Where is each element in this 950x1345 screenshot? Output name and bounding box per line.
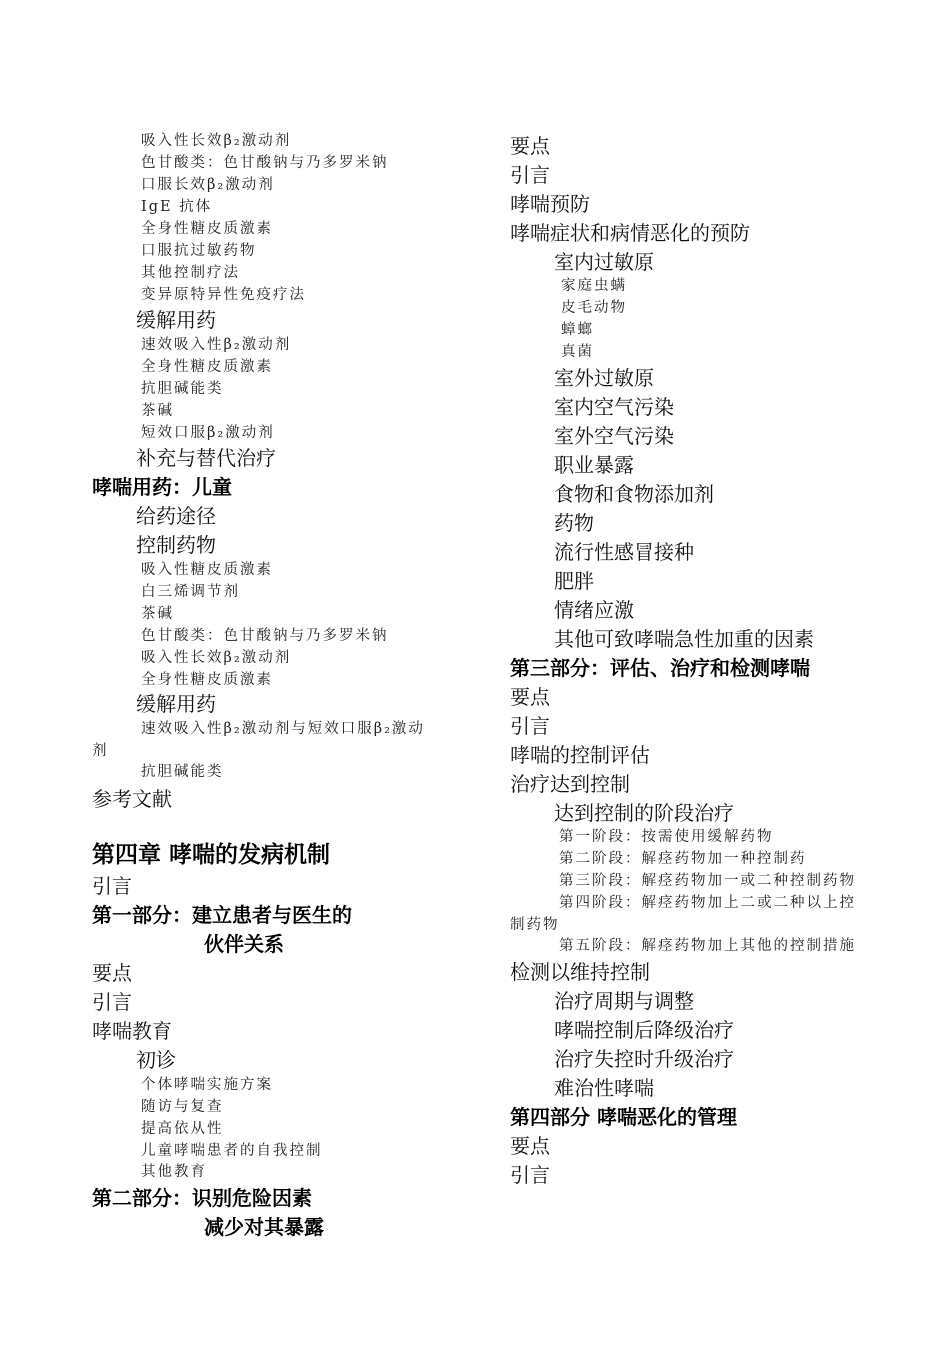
toc-entry-continuation: 制药物 <box>510 917 560 933</box>
toc-entry: 个体哮喘实施方案 <box>141 1077 273 1093</box>
toc-entry: 茶碱 <box>141 403 174 419</box>
toc-subheading: 补充与替代治疗 <box>136 446 276 470</box>
toc-section-heading: 第三部分：评估、治疗和检测哮喘 <box>510 656 810 680</box>
toc-entry: 全身性糖皮质激素 <box>141 359 273 375</box>
toc-heading: 引言 <box>510 163 550 187</box>
toc-heading: 要点 <box>510 134 550 158</box>
toc-entry: 家庭虫螨 <box>561 278 627 294</box>
toc-entry: 真菌 <box>561 344 594 360</box>
toc-entry: 皮毛动物 <box>561 300 627 316</box>
toc-heading: 引言 <box>510 1163 550 1187</box>
toc-entry: 变异原特异性免疫疗法 <box>141 287 306 303</box>
toc-entry: 第三阶段：解痉药物加一或二种控制药物 <box>559 873 856 889</box>
toc-entry: 其他教育 <box>141 1164 207 1180</box>
toc-entry: 色甘酸类：色甘酸钠与乃多罗米钠 <box>141 628 389 644</box>
toc-subheading: 情绪应激 <box>554 598 634 622</box>
toc-heading: 要点 <box>92 961 132 985</box>
toc-heading: 要点 <box>510 1134 550 1158</box>
toc-entry: 第五阶段：解痉药物加上其他的控制措施 <box>559 938 856 954</box>
toc-subheading: 缓解用药 <box>136 692 216 716</box>
toc-subheading: 哮喘控制后降级治疗 <box>554 1018 734 1042</box>
chapter-title: 第四章 哮喘的发病机制 <box>92 842 331 868</box>
toc-subheading: 室内空气污染 <box>554 395 674 419</box>
toc-entry: 全身性糖皮质激素 <box>141 672 273 688</box>
toc-subheading: 缓解用药 <box>136 308 216 332</box>
toc-heading: 治疗达到控制 <box>510 772 630 796</box>
toc-subheading: 肥胖 <box>554 569 594 593</box>
toc-section-heading: 哮喘用药：儿童 <box>92 475 232 499</box>
toc-entry: 抗胆碱能类 <box>141 381 224 397</box>
toc-subheading: 初诊 <box>136 1048 176 1072</box>
toc-subheading: 职业暴露 <box>554 453 634 477</box>
toc-subheading: 给药途径 <box>136 504 216 528</box>
toc-heading: 哮喘的控制评估 <box>510 743 650 767</box>
toc-heading: 哮喘症状和病情恶化的预防 <box>510 221 750 245</box>
toc-entry: 抗胆碱能类 <box>141 764 224 780</box>
toc-subheading: 控制药物 <box>136 533 216 557</box>
toc-entry: 白三烯调节剂 <box>141 584 240 600</box>
toc-entry: 提高依从性 <box>141 1121 224 1137</box>
toc-entry: 蟑螂 <box>561 322 594 338</box>
toc-entry: 口服长效β₂激动剂 <box>141 177 275 193</box>
toc-subheading: 难治性哮喘 <box>554 1076 654 1100</box>
toc-heading: 引言 <box>92 990 132 1014</box>
toc-heading: 哮喘教育 <box>92 1019 172 1043</box>
toc-subheading: 食物和食物添加剂 <box>554 482 714 506</box>
toc-section-heading: 第一部分：建立患者与医生的 <box>92 903 352 927</box>
toc-subheading: 室内过敏原 <box>554 250 654 274</box>
toc-heading: 要点 <box>510 685 550 709</box>
toc-entry: 第二阶段：解痉药物加一种控制药 <box>559 851 807 867</box>
toc-entry: 口服抗过敏药物 <box>141 243 257 259</box>
toc-heading: 检测以维持控制 <box>510 960 650 984</box>
toc-entry: 全身性糖皮质激素 <box>141 221 273 237</box>
toc-entry: 速效吸入性β₂激动剂与短效口服β₂激动 <box>141 721 425 737</box>
toc-entry: 短效口服β₂激动剂 <box>141 425 275 441</box>
toc-entry: 随访与复查 <box>141 1099 224 1115</box>
toc-heading: 哮喘预防 <box>510 192 590 216</box>
toc-entry: 速效吸入性β₂激动剂 <box>141 337 292 353</box>
toc-section-heading-continuation: 伙伴关系 <box>204 932 284 956</box>
toc-entry: IgE 抗体 <box>141 199 213 215</box>
toc-subheading: 药物 <box>554 511 594 535</box>
toc-subheading: 达到控制的阶段治疗 <box>554 801 734 825</box>
toc-subheading: 治疗失控时升级治疗 <box>554 1047 734 1071</box>
toc-subheading: 流行性感冒接种 <box>554 540 694 564</box>
toc-entry-continuation: 剂 <box>92 743 109 759</box>
toc-entry: 儿童哮喘患者的自我控制 <box>141 1143 323 1159</box>
toc-section-heading-continuation: 减少对其暴露 <box>204 1215 324 1239</box>
toc-subheading: 其他可致哮喘急性加重的因素 <box>554 627 814 651</box>
toc-entry: 其他控制疗法 <box>141 265 240 281</box>
toc-heading: 参考文献 <box>92 787 172 811</box>
toc-entry: 吸入性长效β₂激动剂 <box>141 133 292 149</box>
toc-entry: 第一阶段：按需使用缓解药物 <box>559 829 774 845</box>
toc-heading: 引言 <box>92 874 132 898</box>
toc-subheading: 治疗周期与调整 <box>554 989 694 1013</box>
toc-entry: 茶碱 <box>141 606 174 622</box>
toc-section-heading: 第四部分 哮喘恶化的管理 <box>510 1105 737 1129</box>
toc-subheading: 室外空气污染 <box>554 424 674 448</box>
toc-heading: 引言 <box>510 714 550 738</box>
toc-section-heading: 第二部分：识别危险因素 <box>92 1186 312 1210</box>
toc-entry: 吸入性长效β₂激动剂 <box>141 650 292 666</box>
toc-entry: 第四阶段：解痉药物加上二或二种以上控 <box>559 895 856 911</box>
toc-entry: 色甘酸类：色甘酸钠与乃多罗米钠 <box>141 155 389 171</box>
toc-entry: 吸入性糖皮质激素 <box>141 562 273 578</box>
toc-subheading: 室外过敏原 <box>554 366 654 390</box>
